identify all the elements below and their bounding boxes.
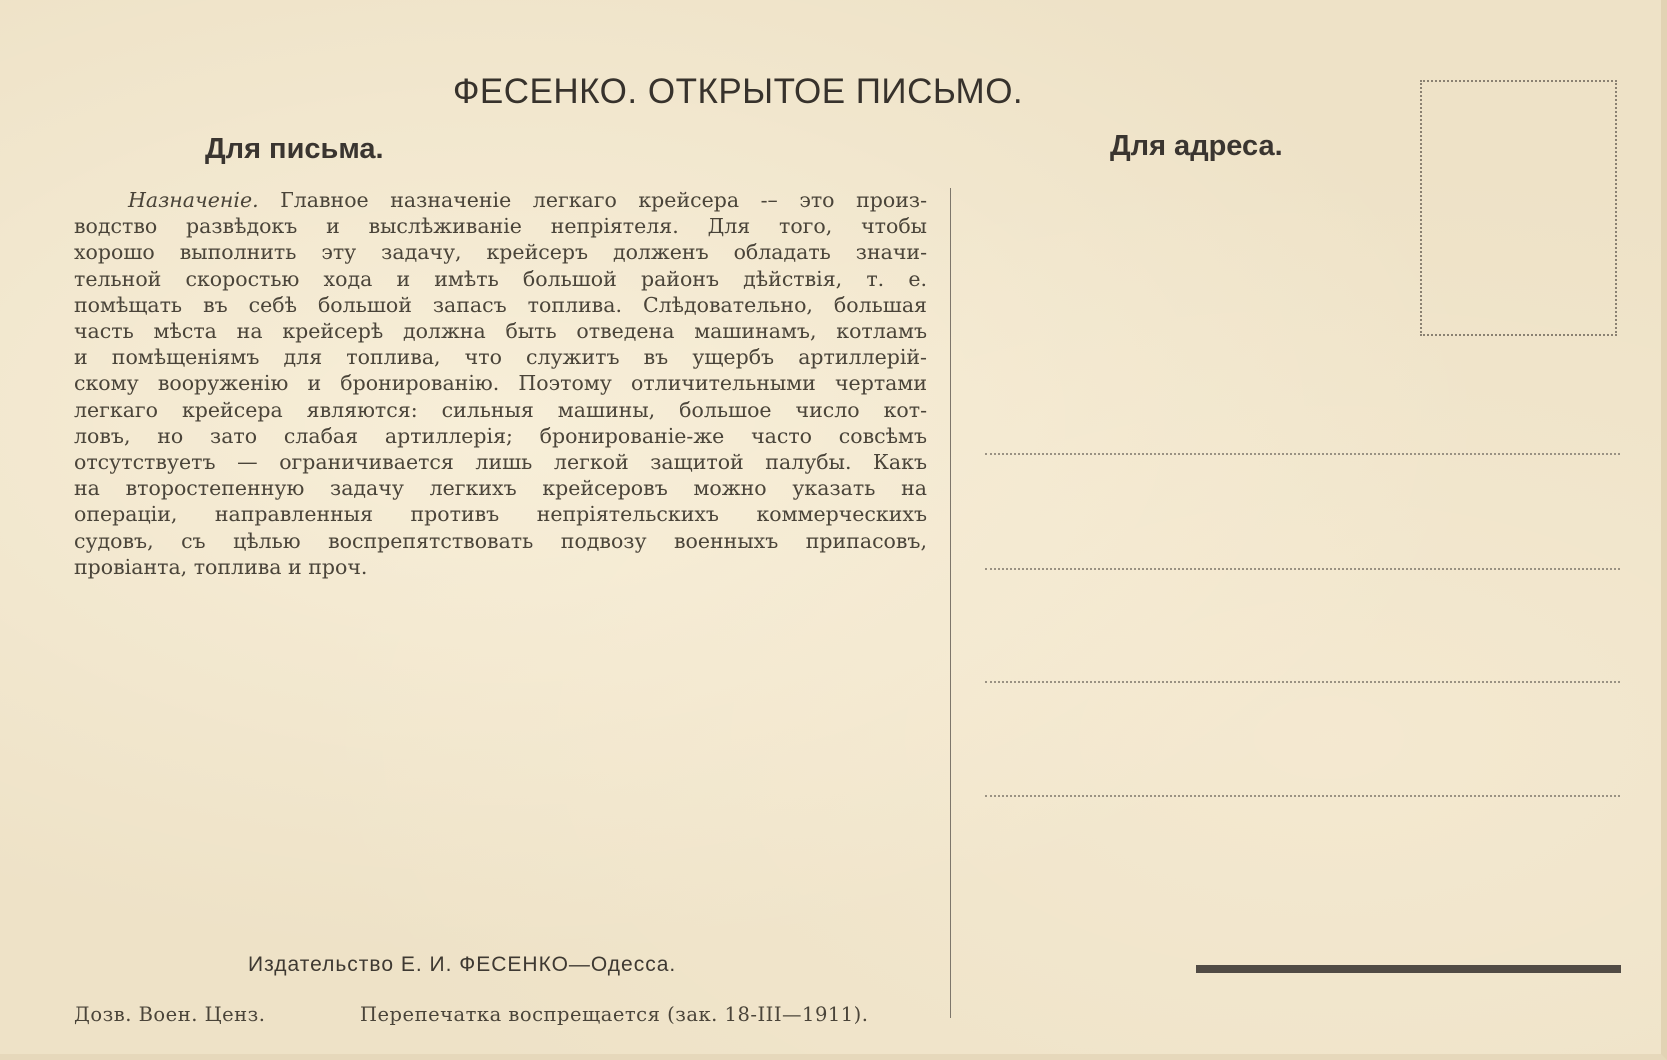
lead-word: Назначеніе.: [128, 188, 259, 212]
text-line: [74, 187, 927, 213]
letter-section-label: Для письма.: [205, 133, 384, 165]
address-line: [985, 568, 1620, 570]
text-line: и помѣщеніямъ для топлива, что служитъ въ ущербъ артиллерій-: [74, 345, 927, 370]
text-line: часть мѣста на крейсерѣ должна быть отведена машинамъ, котламъ: [74, 319, 927, 344]
text-line: скому вооруженію и бронированію. Поэтому отличительными чертами: [74, 371, 927, 396]
publisher-line: Издательство Е. И. ФЕСЕНКО—Одесса.: [248, 953, 677, 976]
text-line: водство развѣдокъ и выслѣживаніе непріятеля. Для того, чтобы: [74, 214, 927, 239]
text-line: хорошо выполнить эту задачу, крейсеръ долженъ обладать значи-: [74, 240, 927, 265]
censor-note: Дозв. Воен. Ценз.: [74, 1003, 266, 1026]
address-section-label: Для адреса.: [1110, 130, 1283, 162]
address-line: [985, 795, 1620, 797]
address-line: [985, 681, 1620, 683]
address-line: [985, 453, 1620, 455]
address-bar: [1196, 965, 1621, 973]
text-line: легкаго крейсера являются: сильныя машины, большое число кот-: [74, 397, 927, 422]
text-line: отсутствуетъ — ограничивается лишь легкой защитой палубы. Какъ: [74, 450, 927, 475]
postcard-title: ФЕСЕНКО. ОТКРЫТОЕ ПИСЬМО.: [452, 72, 1024, 111]
center-divider: [950, 188, 951, 1018]
text-line: судовъ, съ цѣлью воспрепятствовать подвозу военныхъ припасовъ,: [74, 528, 927, 553]
text-line: на второстепенную задачу легкихъ крейсеровъ можно указать на: [74, 476, 927, 501]
text-line: помѣщать въ себѣ большой запасъ топлива. Слѣдовательно, большая: [74, 292, 927, 317]
text-line: провіанта, топлива и проч.: [74, 554, 368, 579]
reprint-note: Перепечатка воспрещается (зак. 18-III—1911).: [360, 1003, 869, 1026]
message-text: [74, 187, 927, 580]
text-line: ловъ, но зато слабая артиллерія; бронированіе-же часто совсѣмъ: [74, 423, 927, 448]
text-line-content: Главное назначеніе легкаго крейсера -– это произ-: [280, 188, 927, 212]
text-line: тельной скоростью хода и имѣть большой районъ дѣйствія, т. е.: [74, 266, 927, 291]
stamp-box: [1420, 80, 1617, 336]
text-line: операціи, направленныя противъ непріятельскихъ коммерческихъ: [74, 502, 927, 527]
